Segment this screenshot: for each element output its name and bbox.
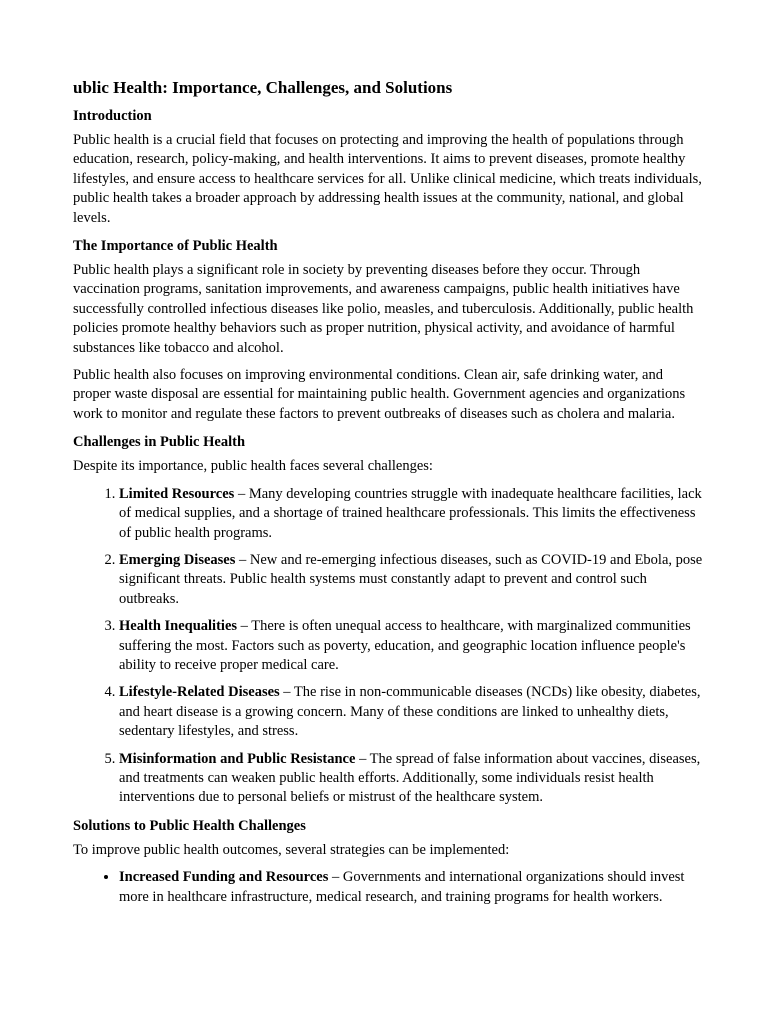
- challenges-list: [73, 485, 703, 808]
- challenges-intro: Despite its importance, public health faces several challenges:: [73, 458, 433, 475]
- challenge-text: – Many developing countries struggle with inadequate healthcare facilities, lack of medical supplies, and a shortage of trained healthcare professionals. This limits the effectiveness of public health programs.: [119, 485, 702, 541]
- challenge-item: [119, 617, 703, 675]
- challenge-item: [119, 683, 703, 741]
- section-heading-challenges: Challenges in Public Health: [73, 434, 246, 451]
- challenge-term: Health Inequalities: [119, 618, 238, 635]
- document-page: [73, 76, 703, 915]
- solutions-list: [73, 868, 703, 907]
- section-heading-introduction: Introduction: [73, 108, 152, 124]
- challenge-text: – The rise in non-communicable diseases (NCDs) like obesity, diabetes, and heart disease is a growing concern. Many of these conditions are linked to unhealthy diets, sedentary lifestyles, and stress.: [119, 684, 701, 740]
- solution-item: [119, 868, 703, 907]
- challenge-item: [119, 485, 703, 543]
- document-title: ublic Health: Importance, Challenges, and Solutions: [73, 78, 453, 97]
- section-heading-importance: The Importance of Public Health: [73, 238, 278, 255]
- solution-term: Increased Funding and Resources: [119, 869, 329, 886]
- challenge-term: Lifestyle-Related Diseases: [119, 684, 280, 701]
- challenge-item: [119, 551, 703, 609]
- solutions-intro: To improve public health outcomes, several strategies can be implemented:: [73, 841, 510, 858]
- challenge-item: [119, 750, 703, 808]
- challenge-term: Emerging Diseases: [119, 551, 236, 568]
- challenge-text: – The spread of false information about vaccines, diseases, and treatments can weaken public health efforts. Additionally, some individuals resist health interventions due to personal beliefs or mistrust of the healthcare system.: [119, 750, 701, 806]
- solution-text: – Governments and international organizations should invest more in healthcare infrastructure, medical research, and training programs for health workers.: [119, 869, 685, 905]
- challenge-text: – New and re-emerging infectious diseases, such as COVID-19 and Ebola, pose significant threats. Public health systems must constantly adapt to prevent and control such outbreaks.: [119, 551, 703, 607]
- intro-paragraph: Public health is a crucial field that focuses on protecting and improving the health of populations through education, research, policy-making, and health interventions. It aims to prevent diseases, promote healthy lifestyles, and ensure access to healthcare services for all. Unlike clinical medicine, which treats individuals, public health takes a broader approach by addressing health issues at the community, national, and global levels.: [73, 132, 702, 226]
- challenge-text: – There is often unequal access to healthcare, with marginalized communities suffering the most. Factors such as poverty, education, and geographic location influence people's ability to receive proper medical care.: [119, 618, 691, 673]
- challenge-term: Misinformation and Public Resistance: [119, 750, 356, 767]
- importance-paragraph-2: Public health also focuses on improving environmental conditions. Clean air, safe drinking water, and proper waste disposal are essential for maintaining public health. Government agencies and organizations work to monitor and regulate these factors to prevent outbreaks of diseases such as cholera and malaria.: [73, 367, 686, 422]
- section-heading-solutions: Solutions to Public Health Challenges: [73, 817, 306, 834]
- challenge-term: Limited Resources: [119, 485, 235, 502]
- importance-paragraph-1: Public health plays a significant role in society by preventing diseases before they occur. Through vaccination programs, sanitation improvements, and awareness campaigns, public health initiatives have successfully controlled infectious diseases like polio, measles, and tuberculosis. Additionally, public health policies promote healthy behaviors such as proper nutrition, physical activity, and avoidance of harmful substances like tobacco and alcohol.: [73, 262, 694, 356]
